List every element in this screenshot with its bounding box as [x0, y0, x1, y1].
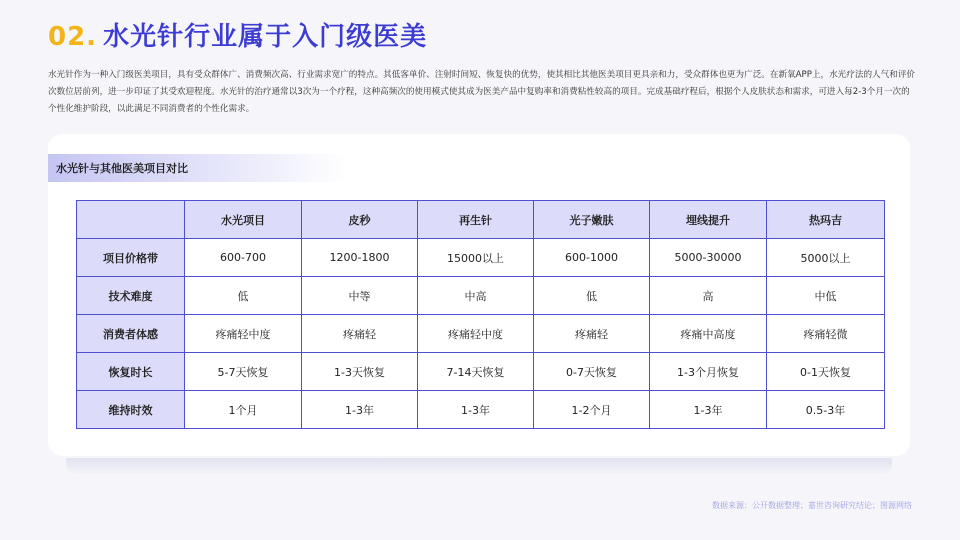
table-cell: 疼痛轻微 — [767, 315, 885, 353]
card-shadow-bar — [66, 458, 892, 474]
table-cell: 5-7天恢复 — [185, 353, 302, 391]
column-header: 皮秒 — [302, 201, 418, 239]
table-cell: 疼痛中高度 — [650, 315, 767, 353]
table-corner-cell — [77, 201, 185, 239]
table-cell: 0-1天恢复 — [767, 353, 885, 391]
table-cell: 1-3个月恢复 — [650, 353, 767, 391]
table-cell: 1-3年 — [302, 391, 418, 429]
table-cell: 5000-30000 — [650, 239, 767, 277]
table-cell: 1-3天恢复 — [302, 353, 418, 391]
table-cell: 疼痛轻中度 — [185, 315, 302, 353]
table-cell: 低 — [534, 277, 650, 315]
table-cell: 1-2个月 — [534, 391, 650, 429]
table-cell: 600-1000 — [534, 239, 650, 277]
table-cell: 7-14天恢复 — [418, 353, 534, 391]
table-header-row — [77, 201, 885, 239]
row-header: 消费者体感 — [77, 315, 185, 353]
table-cell: 1个月 — [185, 391, 302, 429]
table-cell: 高 — [650, 277, 767, 315]
table-cell: 0.5-3年 — [767, 391, 885, 429]
row-header: 项目价格带 — [77, 239, 185, 277]
section-number: 02. — [48, 22, 98, 52]
table-cell: 600-700 — [185, 239, 302, 277]
table-cell: 5000以上 — [767, 239, 885, 277]
row-header: 恢复时长 — [77, 353, 185, 391]
card-title: 水光针与其他医美项目对比 — [56, 162, 188, 175]
title-text: 水光针行业属于入门级医美 — [103, 22, 428, 52]
table-cell: 低 — [185, 277, 302, 315]
table-cell: 1-3年 — [650, 391, 767, 429]
column-header: 热玛吉 — [767, 201, 885, 239]
table-cell: 疼痛轻 — [534, 315, 650, 353]
table-cell: 15000以上 — [418, 239, 534, 277]
table-row — [77, 391, 885, 429]
table-cell: 中等 — [302, 277, 418, 315]
table-row — [77, 353, 885, 391]
table-cell: 疼痛轻中度 — [418, 315, 534, 353]
row-header: 技术难度 — [77, 277, 185, 315]
column-header: 水光项目 — [185, 201, 302, 239]
comparison-table — [76, 200, 885, 429]
table-cell: 1200-1800 — [302, 239, 418, 277]
column-header: 埋线提升 — [650, 201, 767, 239]
data-source-note: 数据来源：公开数据整理；嘉世咨询研究结论；图源网络 — [712, 501, 912, 510]
intro-paragraph: 水光针作为一种入门级医美项目，具有受众群体广、消费频次高、行业需求宽广的特点。其低客单价、注射时间短、恢复快的优势，使其相比其他医美项目更具亲和力，受众群体也更为广泛。在新氧APP上，水光疗法的人气和评价次数位居前列，进一步印证了其受欢迎程度。水光针的治疗通常以3次为一个疗程，这种高频次的使用模式使其成为医美产品中复购率和消费粘性较高的项目。完成基础疗程后，根据个人皮肤状态和需求，可进入每2-3个月一次的个性化维护阶段，以此满足不同消费者的个性化需求。 — [48, 70, 916, 114]
table-cell: 中低 — [767, 277, 885, 315]
table-cell: 中高 — [418, 277, 534, 315]
table-cell: 0-7天恢复 — [534, 353, 650, 391]
table-cell: 疼痛轻 — [302, 315, 418, 353]
page-title — [48, 16, 427, 53]
table-row — [77, 315, 885, 353]
column-header: 再生针 — [418, 201, 534, 239]
table-row — [77, 239, 885, 277]
card-header — [48, 154, 348, 182]
row-header: 维持时效 — [77, 391, 185, 429]
table-row — [77, 277, 885, 315]
column-header: 光子嫩肤 — [534, 201, 650, 239]
comparison-card — [48, 134, 910, 456]
table-cell: 1-3年 — [418, 391, 534, 429]
